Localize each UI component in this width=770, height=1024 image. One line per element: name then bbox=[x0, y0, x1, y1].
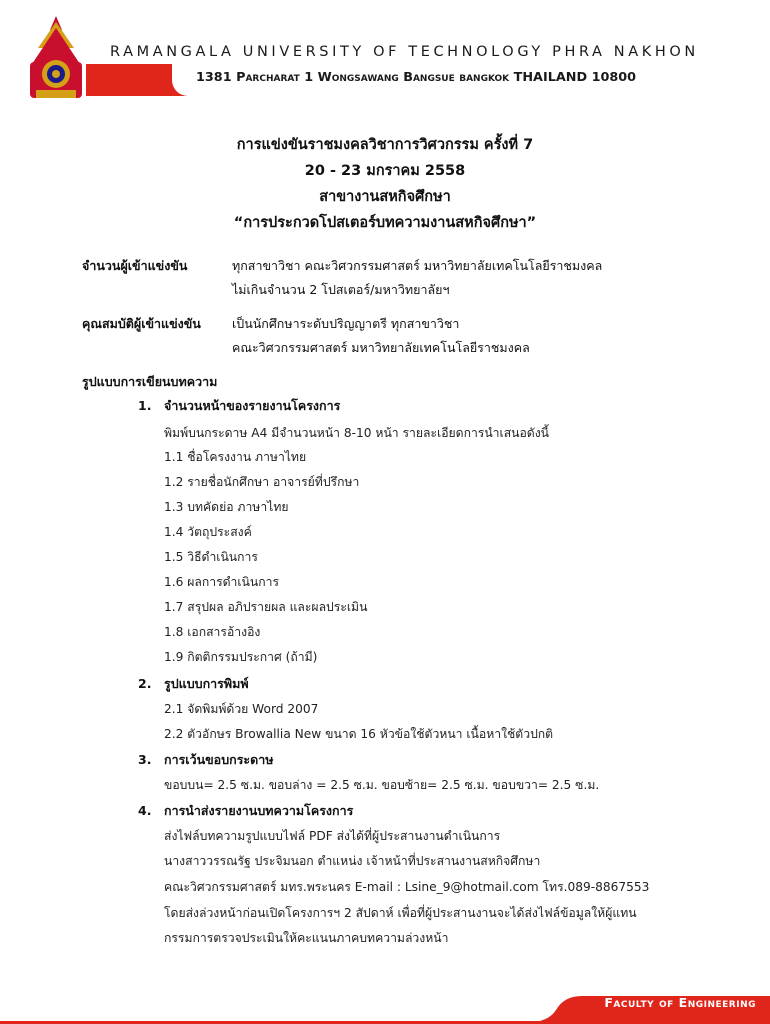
qualification-label: คุณสมบัติผู้เข้าแข่งขัน bbox=[82, 316, 201, 331]
participants-value-1: ทุกสาขาวิชา คณะวิศวกรรมศาสตร์ มหาวิทยาลัยเทคโนโลยีราชมงคล bbox=[232, 258, 603, 273]
list-item: 1.6 ผลการดำเนินการ bbox=[164, 575, 279, 589]
qualification-value-1: เป็นนักศึกษาระดับปริญญาตรี ทุกสาขาวิชา bbox=[232, 316, 460, 331]
section-1-heading bbox=[138, 396, 340, 416]
submission-line: โดยส่งล่วงหน้าก่อนเปิดโครงการฯ 2 สัปดาห์ เพื่อที่ผู้ประสานงานจะได้ส่งไฟล์ข้อมูลให้ผู้แทน bbox=[164, 906, 637, 920]
title-line-1: การแข่งขันราชมงคลวิชาการวิศวกรรม ครั้งที่ 7 bbox=[236, 137, 534, 153]
letterhead bbox=[0, 0, 770, 110]
list-item: 1.9 กิตติกรรมประกาศ (ถ้ามี) bbox=[164, 650, 318, 664]
title-line-3: สาขางานสหกิจศึกษา bbox=[319, 189, 451, 205]
participants-label: จำนวนผู้เข้าแข่งขัน bbox=[82, 258, 188, 273]
list-item: 1.7 สรุปผล อภิปรายผล และผลประเมิน bbox=[164, 600, 368, 614]
section-2-title: รูปแบบการพิมพ์ bbox=[164, 676, 249, 691]
submission-line: คณะวิศวกรรมศาสตร์ มทร.พระนคร E-mail : Lsine_9@hotmail.com โทร.089-8867553 bbox=[164, 880, 650, 894]
section-1-title: จำนวนหน้าของรายงานโครงการ bbox=[164, 398, 341, 413]
university-name: RAMANGALA UNIVERSITY OF TECHNOLOGY PHRA NAKHON bbox=[110, 44, 699, 60]
document-title bbox=[0, 132, 770, 236]
list-item: 1.5 วิธีดำเนินการ bbox=[164, 550, 258, 564]
list-item: 1.4 วัตถุประสงค์ bbox=[164, 525, 252, 539]
list-item: 1.8 เอกสารอ้างอิง bbox=[164, 625, 261, 639]
list-item: 2.2 ตัวอักษร Browallia New ขนาด 16 หัวข้อใช้ตัวหนา เนื้อหาใช้ตัวปกติ bbox=[164, 727, 554, 741]
section-1-intro: พิมพ์บนกระดาษ A4 มีจำนวนหน้า 8-10 หน้า รายละเอียดการนำเสนอดังนี้ bbox=[164, 426, 549, 440]
list-item: 1.3 บทคัดย่อ ภาษาไทย bbox=[164, 500, 289, 514]
submission-line: นางสาววรรณรัฐ ประจิมนอก ตำแหน่ง เจ้าหน้าที่ประสานงานสหกิจศึกษา bbox=[164, 854, 541, 868]
university-address: 1381 Parcharat 1 Wongsawang Bangsue bangkok THAILAND 10800 bbox=[196, 70, 637, 85]
section-2-heading bbox=[138, 674, 249, 694]
title-line-2: 20 - 23 มกราคม 2558 bbox=[304, 163, 466, 179]
section-3-title: การเว้นขอบกระดาษ bbox=[164, 752, 274, 767]
submission-line: ส่งไฟล์บทความรูปแบบไฟล์ PDF ส่งได้ที่ผู้ประสานงานดำเนินการ bbox=[164, 829, 501, 843]
list-item: 2.1 จัดพิมพ์ด้วย Word 2007 bbox=[164, 702, 319, 716]
title-line-4: “การประกวดโปสเตอร์บทความงานสหกิจศึกษา” bbox=[233, 215, 537, 231]
university-emblem-icon bbox=[22, 14, 90, 104]
qualification-value-2: คณะวิศวกรรมศาสตร์ มหาวิทยาลัยเทคโนโลยีราชมงคล bbox=[232, 340, 530, 355]
participants-value-2: ไม่เกินจำนวน 2 โปสเตอร์/มหาวิทยาลัยฯ bbox=[232, 282, 450, 297]
section-1-number: 1. bbox=[138, 398, 152, 413]
format-heading: รูปแบบการเขียนบทความ bbox=[82, 374, 218, 389]
section-4-heading bbox=[138, 801, 353, 821]
list-item: 1.2 รายชื่อนักศึกษา อาจารย์ที่ปรึกษา bbox=[164, 475, 360, 489]
margin-settings: ขอบบน= 2.5 ซ.ม. ขอบล่าง = 2.5 ซ.ม. ขอบซ้าย= 2.5 ซ.ม. ขอบขวา= 2.5 ซ.ม. bbox=[164, 778, 600, 792]
list-item: 1.1 ชื่อโครงงาน ภาษาไทย bbox=[164, 450, 307, 464]
section-4-number: 4. bbox=[138, 803, 152, 818]
section-3-number: 3. bbox=[138, 752, 152, 767]
footer-faculty: Faculty of Engineering bbox=[604, 995, 756, 1010]
section-3-heading bbox=[138, 750, 274, 770]
submission-line: กรรมการตรวจประเมินให้คะแนนภาคบทความล่วงหน้า bbox=[164, 931, 449, 945]
section-2-number: 2. bbox=[138, 676, 152, 691]
section-4-title: การนำส่งรายงานบทความโครงการ bbox=[164, 803, 354, 818]
